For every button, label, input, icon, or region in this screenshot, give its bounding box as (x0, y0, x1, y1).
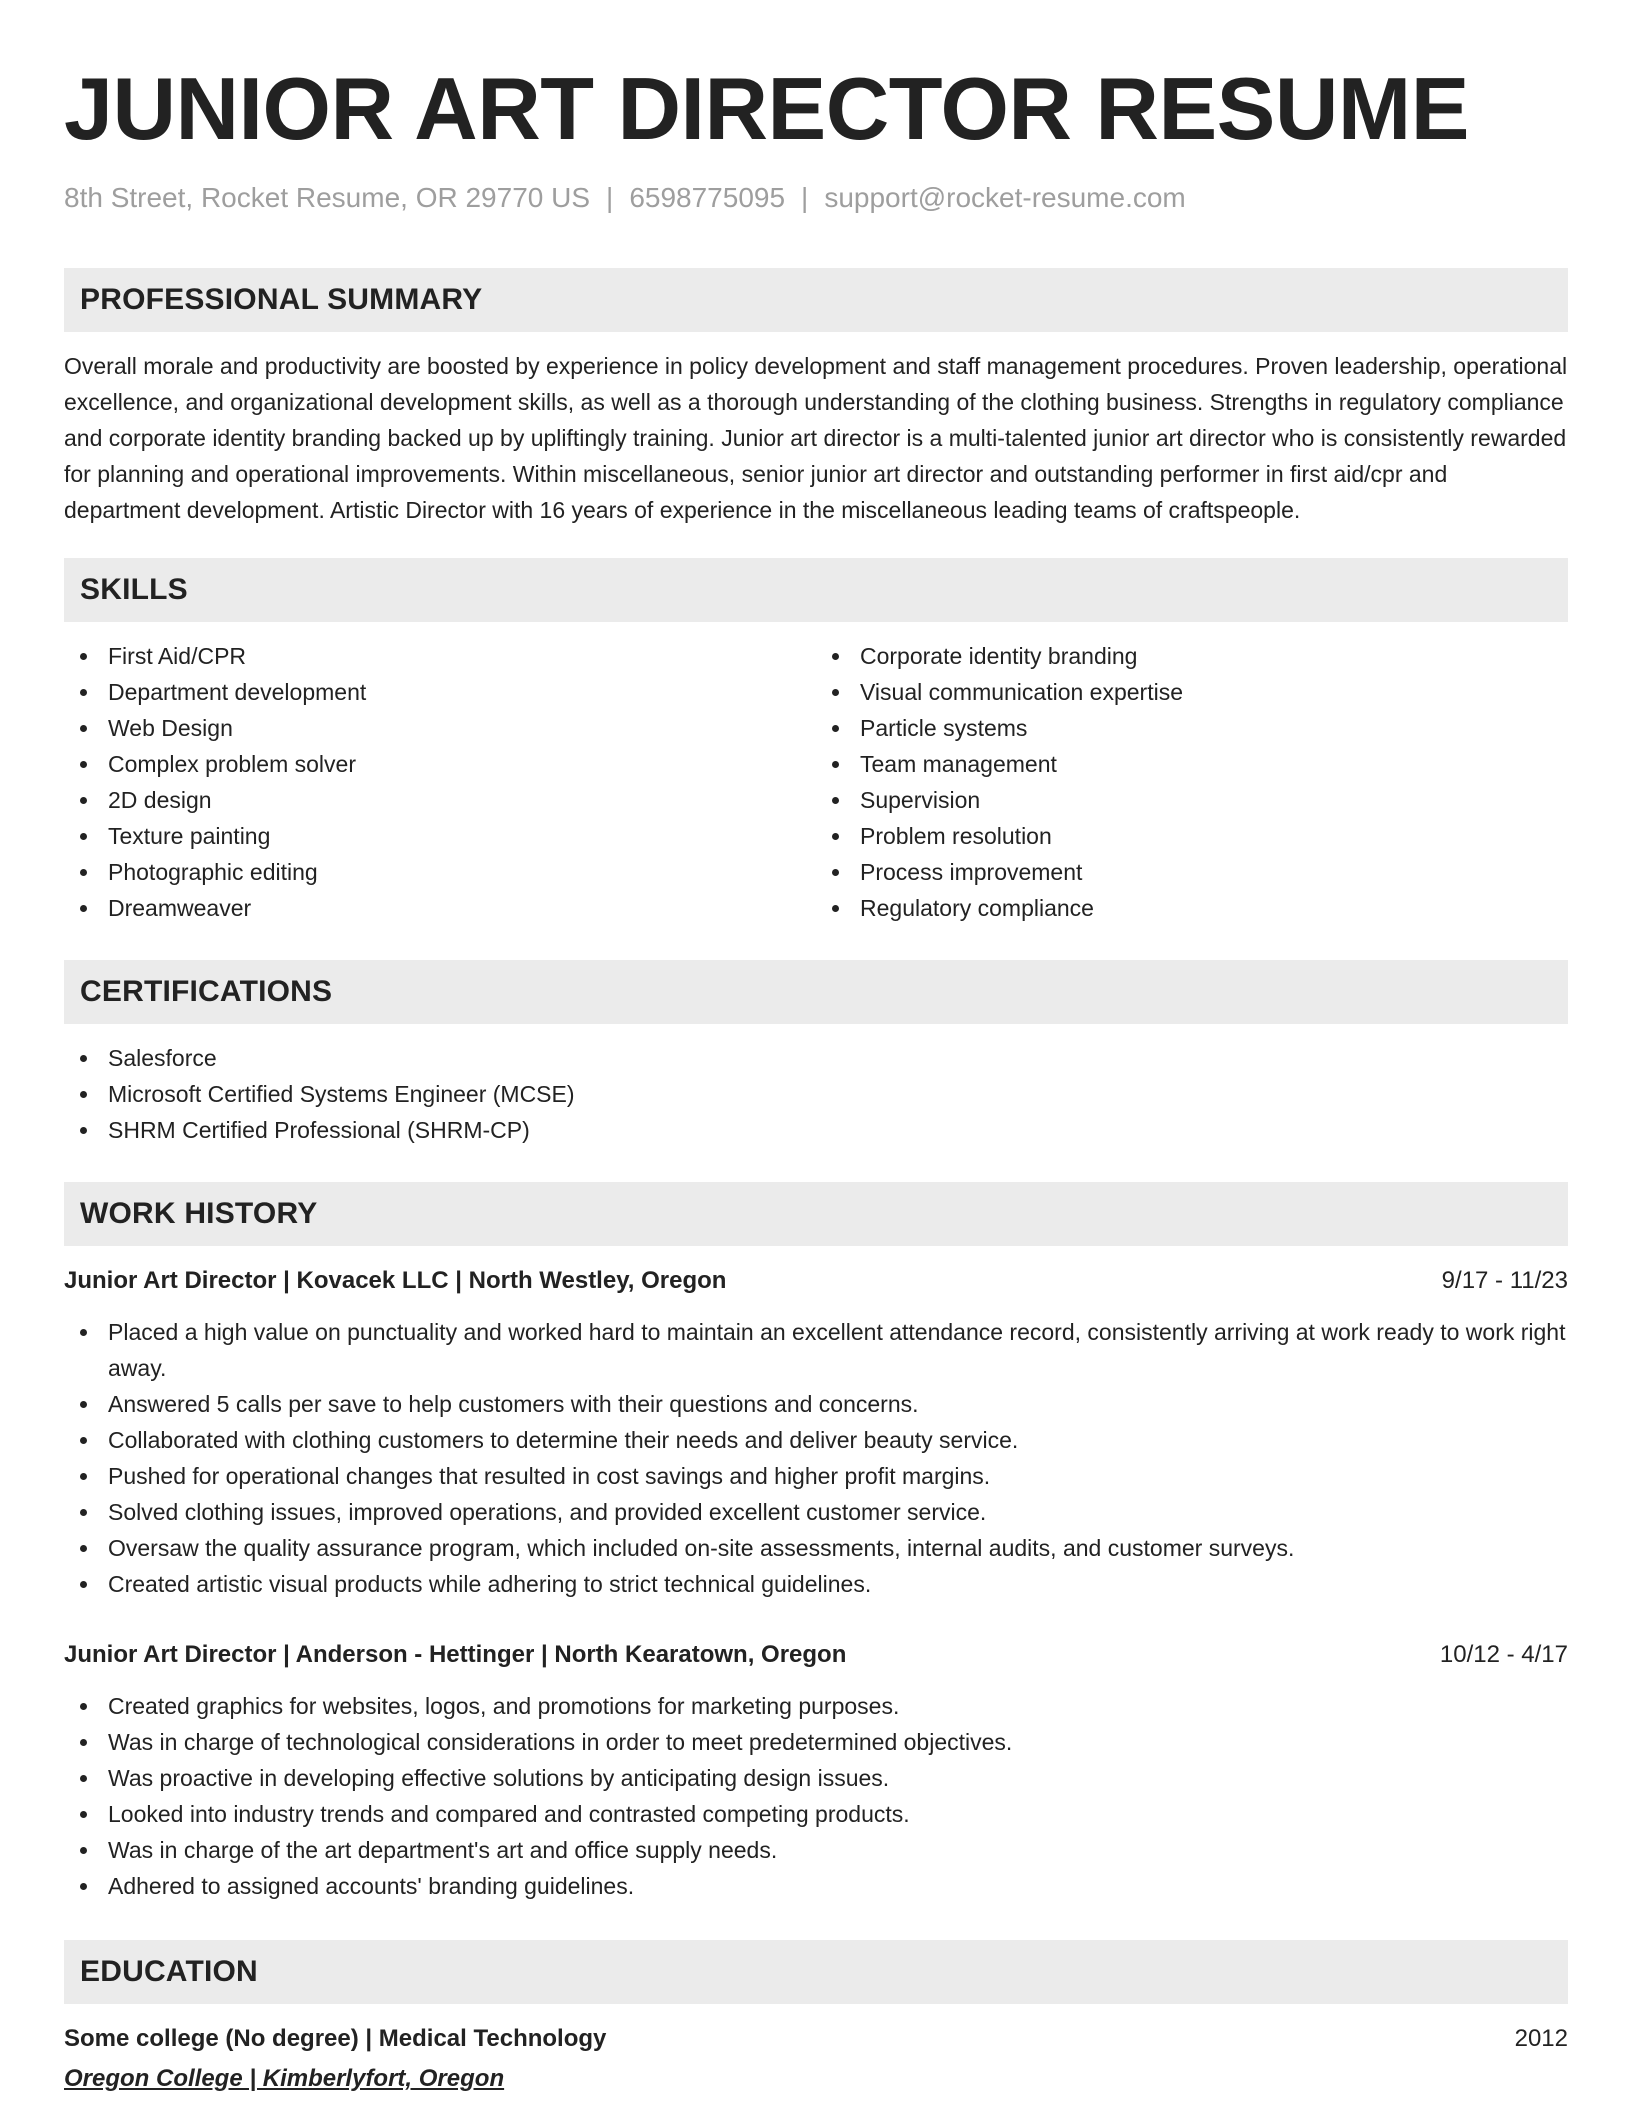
job-bullet: Was proactive in developing effective solutions by anticipating design issues. (64, 1760, 1568, 1796)
skill-item: Dreamweaver (64, 890, 816, 926)
skill-item: Texture painting (64, 818, 816, 854)
skills-grid (64, 638, 1568, 926)
skill-item: Photographic editing (64, 854, 816, 890)
skill-item: Supervision (816, 782, 1568, 818)
job-bullet: Was in charge of the art department's art and office supply needs. (64, 1832, 1568, 1868)
certification-item: SHRM Certified Professional (SHRM-CP) (64, 1112, 1568, 1148)
certifications-heading: CERTIFICATIONS (80, 975, 333, 1008)
education-header (64, 2022, 1568, 2056)
work-heading: WORK HISTORY (80, 1197, 318, 1230)
job-bullet: Created graphics for websites, logos, and promotions for marketing purposes. (64, 1688, 1568, 1724)
work-section-header (64, 1182, 1568, 1246)
skill-item: Particle systems (816, 710, 1568, 746)
job-dates: 10/12 - 4/17 (1439, 1641, 1568, 1668)
skill-item: 2D design (64, 782, 816, 818)
skill-item: First Aid/CPR (64, 638, 816, 674)
job-title: Junior Art Director | Anderson - Hettinger | North Kearatown, Oregon (64, 1641, 847, 1668)
contact-email: support@rocket-resume.com (824, 182, 1186, 213)
job-header (64, 1264, 1568, 1298)
certification-item: Microsoft Certified Systems Engineer (MCSE) (64, 1076, 1568, 1112)
job-entry (64, 1638, 1568, 1904)
education-section-header (64, 1940, 1568, 2004)
job-bullet: Solved clothing issues, improved operations, and provided excellent customer service. (64, 1494, 1568, 1530)
job-bullet: Created artistic visual products while adhering to strict technical guidelines. (64, 1566, 1568, 1602)
education-heading: EDUCATION (80, 1955, 258, 1988)
summary-heading: PROFESSIONAL SUMMARY (80, 283, 483, 316)
skill-item: Department development (64, 674, 816, 710)
job-bullet: Looked into industry trends and compared and contrasted competing products. (64, 1796, 1568, 1832)
job-header (64, 1638, 1568, 1672)
job-bullet: Placed a high value on punctuality and worked hard to maintain an excellent attendance record, consistently arriving at work ready to work right away. (64, 1314, 1568, 1386)
contact-separator: | (801, 182, 809, 213)
job-bullet-list (64, 1688, 1568, 1904)
contact-phone: 6598775095 (629, 182, 786, 213)
skills-heading: SKILLS (80, 573, 188, 606)
skill-item: Complex problem solver (64, 746, 816, 782)
job-bullet: Pushed for operational changes that resulted in cost savings and higher profit margins. (64, 1458, 1568, 1494)
skills-right-column (816, 638, 1568, 926)
summary-text: Overall morale and productivity are boosted by experience in policy development and staff management procedures. Proven leadership, operational excellence, and organizational development skills, as well as a thorough understanding of the clothing business. Strengths in regulatory compliance and corporate identity branding backed up by upliftingly training. Junior art director is a multi-talented junior art director who is consistently rewarded for planning and operational improvements. Within miscellaneous, senior junior art director and outstanding performer in first aid/cpr and department development. Artistic Director with 16 years of experience in the miscellaneous leading teams of craftspeople. (64, 353, 1568, 523)
skill-item: Web Design (64, 710, 816, 746)
job-entry (64, 1264, 1568, 1602)
contact-line (64, 180, 1568, 216)
skill-item: Corporate identity branding (816, 638, 1568, 674)
skill-item: Problem resolution (816, 818, 1568, 854)
job-bullet-list (64, 1314, 1568, 1602)
education-school: Oregon College | Kimberlyfort, Oregon (64, 2065, 505, 2092)
education-entry (64, 2022, 1568, 2096)
job-title: Junior Art Director | Kovacek LLC | North Westley, Oregon (64, 1267, 727, 1294)
skill-item: Team management (816, 746, 1568, 782)
job-bullet: Answered 5 calls per save to help customers with their questions and concerns. (64, 1386, 1568, 1422)
job-bullet: Was in charge of technological considerations in order to meet predetermined objectives. (64, 1724, 1568, 1760)
education-year: 2012 (1514, 2025, 1568, 2052)
skill-item: Visual communication expertise (816, 674, 1568, 710)
certification-item: Salesforce (64, 1040, 1568, 1076)
resume-title: JUNIOR ART DIRECTOR RESUME (64, 59, 1469, 158)
skill-item: Regulatory compliance (816, 890, 1568, 926)
contact-address: 8th Street, Rocket Resume, OR 29770 US (64, 182, 591, 213)
contact-separator: | (606, 182, 614, 213)
education-degree: Some college (No degree) | Medical Technology (64, 2025, 607, 2052)
job-bullet: Oversaw the quality assurance program, which included on-site assessments, internal audits, and customer surveys. (64, 1530, 1568, 1566)
certifications-section-header (64, 960, 1568, 1024)
job-bullet: Adhered to assigned accounts' branding guidelines. (64, 1868, 1568, 1904)
skills-section-header (64, 558, 1568, 622)
certifications-list (64, 1040, 1568, 1148)
skill-item: Process improvement (816, 854, 1568, 890)
job-dates: 9/17 - 11/23 (1441, 1267, 1568, 1294)
summary-section-header (64, 268, 1568, 332)
job-bullet: Collaborated with clothing customers to determine their needs and deliver beauty service. (64, 1422, 1568, 1458)
skills-left-column (64, 638, 816, 926)
